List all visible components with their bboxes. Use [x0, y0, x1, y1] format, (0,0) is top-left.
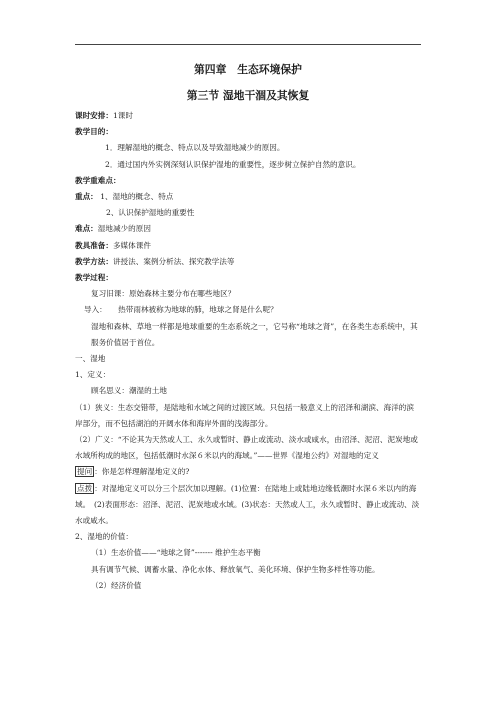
intro-line: 导入： 热带雨林被称为地球的肺，地球之肾是什么呢？ [84, 305, 278, 315]
question-text: ：你是怎样理解湿地定义的? [94, 467, 190, 477]
focus-line [75, 189, 421, 205]
review-line: 复习旧课：原始森林主要分布在哪些地区？ [91, 289, 236, 299]
narrow-definition: （1）狭义：生态交错带，是陆地和水域之间的过渡区域。只包括一般意义上的沼泽和湖滨、海洋的滨岸部分，而不包括湖泊的开阔水体和海岸外面的浅海部分。 [75, 402, 414, 428]
schedule-value: 1课时 [112, 111, 133, 120]
tools-value: 多媒体课件 [112, 240, 151, 250]
econ-value: （2）经济价值 [91, 580, 142, 590]
hint-paragraph [75, 481, 421, 530]
definition-heading: 1、定义： [75, 370, 111, 380]
schedule-label: 课时安排： [75, 111, 113, 120]
broad-definition: （2）广义：“不论其为天然或人工、永久或暂时、静止或流动、淡水或咸水，由沼泽、泥沼、泥炭地或水域所构成的地区，包括低潮时水深６米以内的海域。”——世界《湿地公约》对湿地的定义 [75, 435, 418, 461]
value-heading: 2、湿地的价值： [75, 532, 133, 542]
lead-paragraph: 湿地和森林、草地一样都是地球重要的生态系统之一，它号称“地球之肾”，在各类生态系统中，其服务价值居于首位。 [91, 321, 418, 347]
eco-detail: 具有调节气候、调蓄水量、净化水体、释放氧气、美化环境、保护生物多样性等功能。 [91, 564, 380, 574]
goal-item-1: 1．理解湿地的概念、特点以及导致湿地减少的原因。 [105, 143, 285, 153]
difficulty-value: 湿地减少的原因 [97, 224, 151, 234]
focus-item-1: 1、湿地的概念、特点 [100, 192, 174, 202]
section-title: 第三节 湿地干涸及其恢复 [186, 89, 310, 102]
chapter-title: 第四章 生态环境保护 [194, 63, 302, 76]
section1-heading: 一、湿地 [75, 354, 106, 364]
tools-label: 教具准备： [75, 240, 113, 250]
focus-item-2: 2、认识保护湿地的重要性 [106, 208, 195, 218]
document-body [75, 62, 421, 594]
difficulty-line [75, 221, 421, 237]
name-meaning: 顾名思义：潮湿的土地 [91, 386, 167, 396]
question-line [75, 464, 421, 480]
eco-value: （1）生态价值——“地球之肾”------- 维护生态平衡 [91, 548, 261, 558]
hint-text: ：对湿地定义可以分三个层次加以理解。(1)位置：在陆地上或陆地边缘低潮时水深６米以内的海域。 (2)表面形态：沼泽、泥沼、泥炭地或水域。(3)状态：天然或人工，永久或暂时、静止或流动、淡水或咸水。 [75, 483, 420, 526]
header-rule [75, 44, 421, 45]
goals-label: 教学目的： [75, 127, 113, 137]
schedule-line [75, 108, 421, 124]
hint-tag: 点拨 [77, 483, 93, 493]
methods-value: 讲授法、案例分析法、探究教学法等 [112, 256, 235, 266]
keypoints-label: 教学重难点： [75, 175, 121, 185]
goal-item-2: 2．通过国内外实例深刻认识保护湿地的重要性，逐步树立保护自然的意识。 [105, 159, 361, 169]
methods-label: 教学方法： [75, 256, 113, 266]
focus-label: 重点： [75, 192, 98, 202]
methods-line [75, 254, 421, 270]
question-tag: 提问 [77, 467, 93, 477]
process-label: 教学过程： [75, 273, 113, 283]
difficulty-label: 难点： [75, 224, 98, 234]
tools-line [75, 238, 421, 254]
